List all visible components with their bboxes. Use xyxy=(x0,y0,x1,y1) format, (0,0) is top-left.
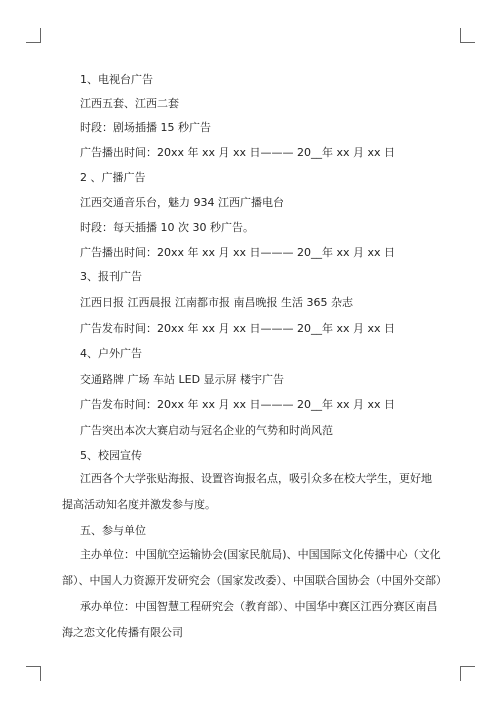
corner-mark-top-left xyxy=(26,28,41,43)
tv-broadcast-period: 广告播出时间：20xx 年 xx 月 xx 日——— 20__年 xx 月 xx 日 xyxy=(80,146,396,159)
radio-time-slot: 时段：每天插播 10 次 30 秒广告。 xyxy=(80,221,254,234)
heading-press-ads: 3、报刊广告 xyxy=(80,270,142,283)
tv-channels: 江西五套、江西二套 xyxy=(80,97,179,110)
ad-highlight-note: 广告突出本次大赛启动与冠名企业的气势和时尚风范 xyxy=(80,424,333,437)
press-publications: 江西日报 江西晨报 江南都市报 南昌晚报 生活 365 杂志 xyxy=(80,296,353,309)
heading-radio-ads: 2 、广播广告 xyxy=(80,171,146,184)
corner-mark-bottom-right xyxy=(460,666,475,681)
radio-broadcast-period: 广告播出时间：20xx 年 xx 月 xx 日——— 20__年 xx 月 xx 日 xyxy=(80,246,396,259)
outdoor-publish-period: 广告发布时间：20xx 年 xx 月 xx 日——— 20__年 xx 月 xx 日 xyxy=(80,398,396,411)
co-organizers-paragraph: 承办单位：中国智慧工程研究会（教育部）、中国华中赛区江西分赛区南昌海之恋文化传播有限公司 xyxy=(62,600,438,639)
tv-time-slot: 时段：剧场插播 15 秒广告 xyxy=(80,121,211,134)
corner-mark-bottom-left xyxy=(26,666,41,681)
heading-participants: 五、参与单位 xyxy=(80,524,146,537)
outdoor-media: 交通路牌 广场 车站 LED 显示屏 楼宇广告 xyxy=(80,373,285,386)
heading-campus-promotion: 5、校园宣传 xyxy=(80,449,142,462)
corner-mark-top-right xyxy=(460,28,475,43)
radio-stations: 江西交通音乐台，魅力 934 江西广播电台 xyxy=(80,196,284,209)
press-publish-period: 广告发布时间：20xx 年 xx 月 xx 日——— 20__年 xx 月 xx 日 xyxy=(80,322,396,335)
heading-tv-ads: 1、电视台广告 xyxy=(80,73,153,86)
organizers-paragraph: 主办单位：中国航空运输协会(国家民航局)、中国国际文化传播中心（文化部）、中国人力资源开发研究会（国家发改委）、中国联合国协会（中国外交部） xyxy=(62,548,447,587)
campus-promotion-paragraph: 江西各个大学张贴海报、设置咨询报名点，吸引众多在校大学生，更好地提高活动知名度并激发参与度。 xyxy=(62,472,432,511)
heading-outdoor-ads: 4、户外广告 xyxy=(80,347,142,360)
